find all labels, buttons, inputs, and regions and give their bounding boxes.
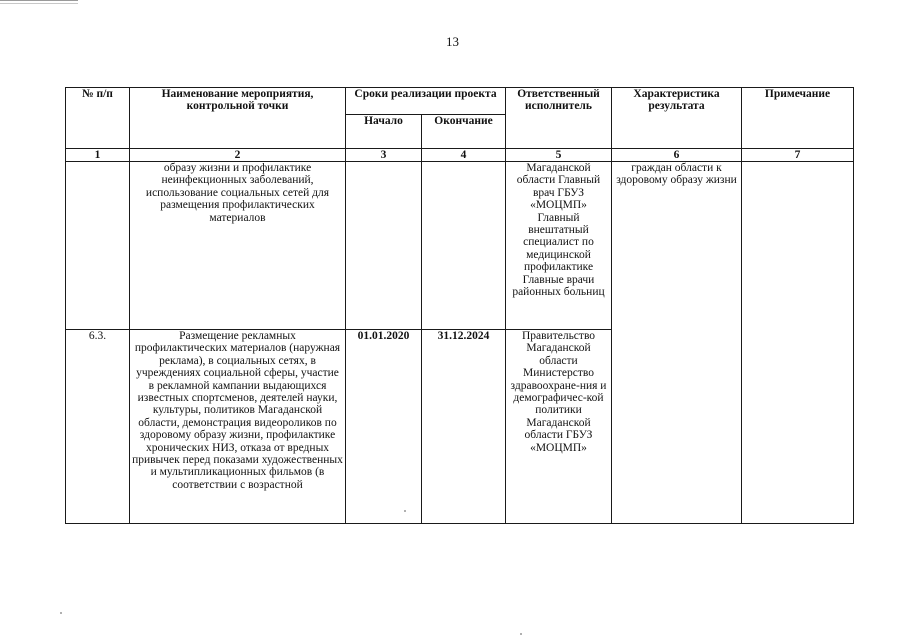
row-note — [742, 330, 854, 524]
row-result — [612, 330, 742, 524]
row-end: 31.12.2024 — [422, 330, 506, 524]
row-start: 01.01.2020 — [346, 330, 422, 524]
row-start — [346, 162, 422, 330]
header-result: Характеристика результата — [612, 88, 742, 149]
column-number: 2 — [130, 149, 346, 162]
row-note — [742, 162, 854, 330]
row-name: образу жизни и профилактике неинфекционных заболеваний, использование социальных сетей для размещения профилактических материалов — [130, 162, 346, 330]
column-number-row — [66, 149, 854, 162]
table-header-row — [66, 88, 854, 115]
row-responsible: Магаданской области Главный врач ГБУЗ «МОЦМП» Главный внештатный специалист по медицинской профилактике Главные врачи районных больниц — [506, 162, 612, 330]
scan-speck — [404, 510, 406, 512]
scan-edge-mark — [0, 0, 78, 4]
activity-plan-table — [65, 87, 854, 524]
page-number: 13 — [446, 34, 459, 49]
row-result: граждан области к здоровому образу жизни — [612, 162, 742, 330]
header-num: № п/п — [66, 88, 130, 149]
row-name: Размещение рекламных профилактических материалов (наружная реклама), в социальных сетях, в учреждениях социальной сферы, участие в рекламной кампании выдающихся известных спортсменов, деятелей науки, культуры, политиков Магаданской области, демонстрация видеороликов по здоровому образу жизни, профилактике хронических НИЗ, отказа от вредных привычек перед показами художественных и мультипликационных фильмов (в соответствии с возрастной — [130, 330, 346, 524]
row-num — [66, 162, 130, 330]
row-end — [422, 162, 506, 330]
column-number: 7 — [742, 149, 854, 162]
table-row — [66, 330, 854, 524]
column-number: 4 — [422, 149, 506, 162]
column-number: 1 — [66, 149, 130, 162]
column-number: 6 — [612, 149, 742, 162]
header-responsible: Ответственный исполнитель — [506, 88, 612, 149]
header-end: Окончание — [422, 115, 506, 149]
header-name: Наименование мероприятия, контрольной точки — [130, 88, 346, 149]
header-terms: Сроки реализации проекта — [346, 88, 506, 115]
table-row — [66, 162, 854, 330]
header-note: Примечание — [742, 88, 854, 149]
row-num: 6.3. — [66, 330, 130, 524]
column-number: 3 — [346, 149, 422, 162]
scan-speck — [60, 612, 62, 614]
scan-speck — [520, 633, 522, 635]
row-responsible: Правительство Магаданской области Министерство здравоохране-ния и демографичес-кой политики Магаданской области ГБУЗ «МОЦМП» — [506, 330, 612, 524]
column-number: 5 — [506, 149, 612, 162]
header-start: Начало — [346, 115, 422, 149]
